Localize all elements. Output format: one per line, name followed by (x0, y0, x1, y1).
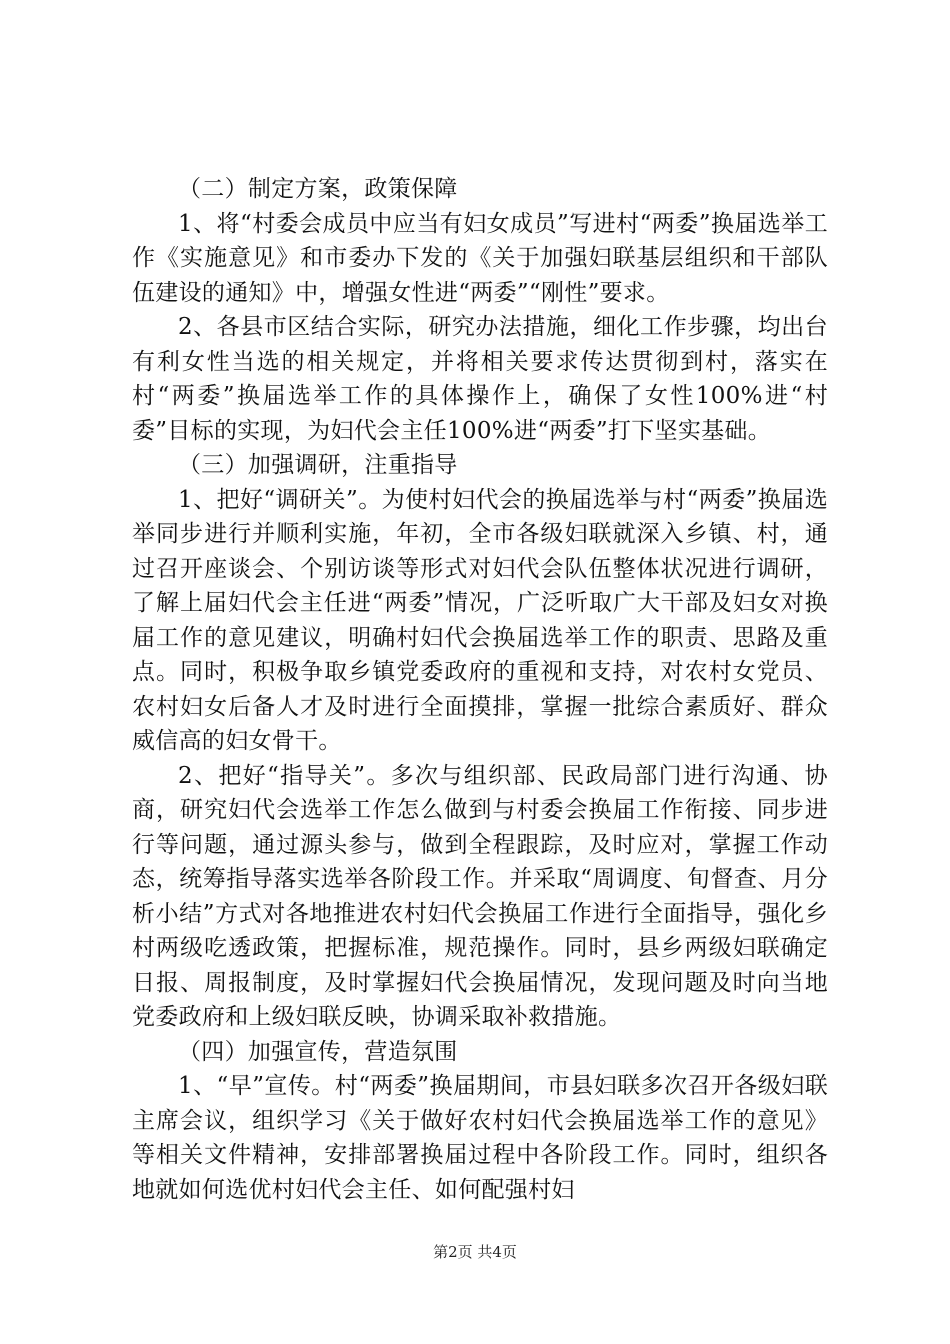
document-body (132, 172, 828, 1207)
section-heading-2: （二）制定方案，政策保障 (178, 176, 458, 202)
paragraph-3-2: 2、把好“指导关”。多次与组织部、民政局部门进行沟通、协商，研究妇代会选举工作怎么做到与村委会换届工作衔接、同步进行等问题，通过源头参与，做到全程跟踪，及时应对，掌握工作动态，统筹指导落实选举各阶段工作。并采取“周调度、旬督查、月分析小结”方式对各地推进农村妇代会换届工作进行全面指导，强化乡村两级吃透政策，把握标准，规范操作。同时，县乡两级妇联确定日报、周报制度，及时掌握妇代会换届情况，发现问题及时向当地党委政府和上级妇联反映，协调采取补救措施。 (132, 762, 828, 1030)
paragraph-3-1: 1、把好“调研关”。为使村妇代会的换届选举与村“两委”换届选举同步进行并顺利实施，年初，全市各级妇联就深入乡镇、村，通过召开座谈会、个别访谈等形式对妇代会队伍整体状况进行调研，了解上届妇代会主任进“两委”情况，广泛听取广大干部及妇女对换届工作的意见建议，明确村妇代会换届选举工作的职责、思路及重点。同时，积极争取乡镇党委政府的重视和支持，对农村女党员、农村妇女后备人才及时进行全面摸排，掌握一批综合素质好、群众威信高的妇女骨干。 (132, 486, 828, 754)
section-heading-3: （三）加强调研，注重指导 (178, 452, 458, 478)
paragraph-2-2: 2、各县市区结合实际，研究办法措施，细化工作步骤，均出台有利女性当选的相关规定，并将相关要求传达贯彻到村，落实在村“两委”换届选举工作的具体操作上，确保了女性100%进“村委”目标的实现，为妇代会主任100%进“两委”打下坚实基础。 (132, 314, 828, 444)
section-heading-4: （四）加强宣传，营造氛围 (178, 1038, 458, 1065)
paragraph-4-1: 1、“早”宣传。村“两委”换届期间，市县妇联多次召开各级妇联主席会议，组织学习《关于做好农村妇代会换届选举工作的意见》等相关文件精神，安排部署换届过程中各阶段工作。同时，组织各地就如何选优村妇代会主任、如何配强村妇 (132, 1073, 828, 1203)
page-footer: 第2页 共4页 (433, 1243, 517, 1261)
paragraph-2-1: 1、将“村委会成员中应当有妇女成员”写进村“两委”换届选举工作《实施意见》和市委办下发的《关于加强妇联基层组织和干部队伍建设的通知》中，增强女性进“两委”“刚性”要求。 (132, 210, 828, 306)
